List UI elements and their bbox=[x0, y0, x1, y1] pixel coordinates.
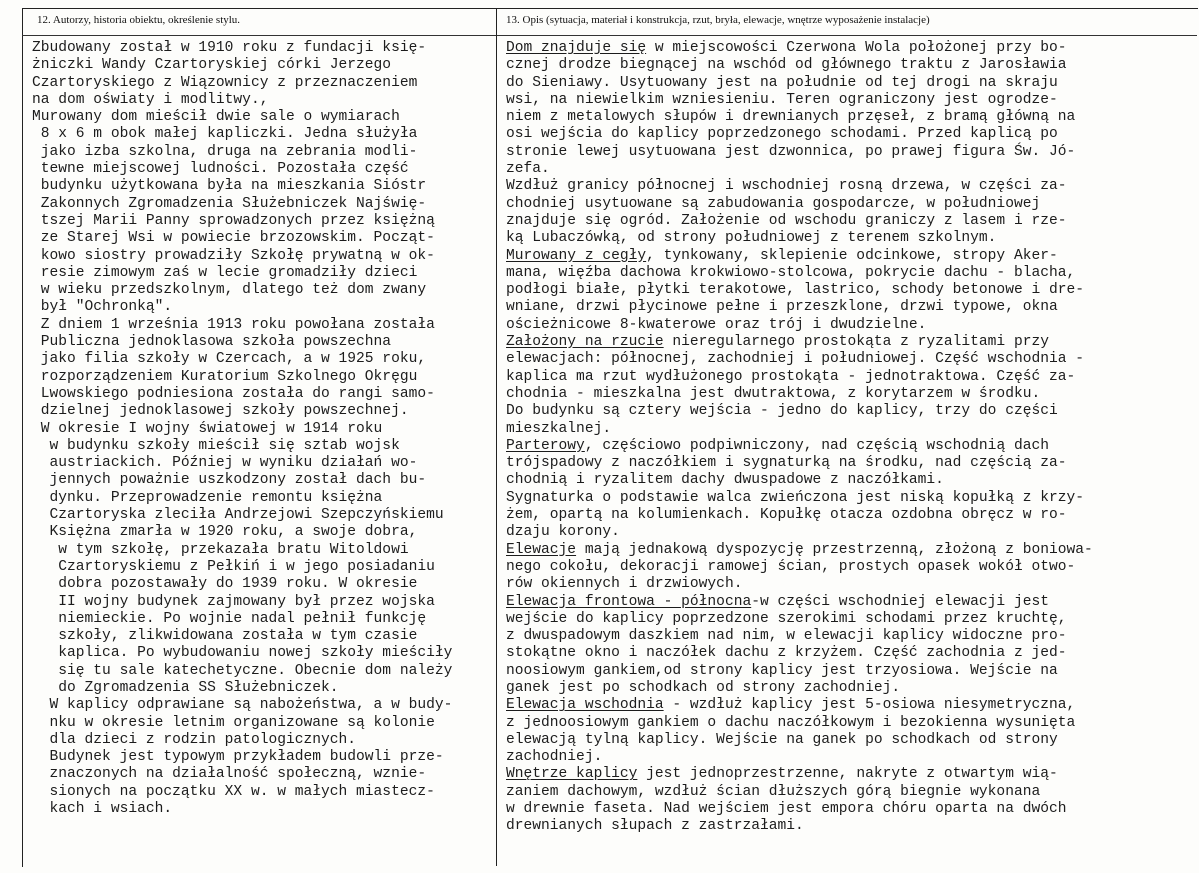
section-lead-underlined: Elewacja frontowa - północna bbox=[506, 593, 752, 610]
text-line bbox=[506, 697, 1186, 714]
line-text: Sygnaturka o podstawie walca zwieńczona jest niską kopułką z krzy- bbox=[506, 489, 1085, 506]
text-line: nku w okresie letnim organizowane są kolonie bbox=[32, 714, 435, 731]
text-line bbox=[506, 178, 1186, 195]
text-line bbox=[506, 144, 1186, 161]
text-line: Księżna zmarła w 1920 roku, a swoje dobra, bbox=[32, 524, 418, 541]
line-text: elewacjach: północnej, zachodniej i południowej. Część wschodnia - bbox=[506, 351, 1085, 368]
section-12-heading: 12. Autorzy, historia obiektu, określenie stylu. bbox=[37, 14, 241, 26]
line-text: cznej drodze biegnącej na wschód od głównego traktu z Jarosławia bbox=[506, 57, 1067, 74]
column-divider bbox=[496, 8, 497, 866]
text-line bbox=[506, 645, 1186, 662]
line-text: jest jednoprzestrzenne, nakryte z otwartym wią- bbox=[637, 766, 1058, 783]
section-lead-underlined: Dom znajduje się bbox=[506, 40, 647, 56]
text-line: budynku użytkowana była na mieszkania Sióstr bbox=[32, 178, 427, 195]
text-line: austriackich. Później w wyniku działań wo- bbox=[32, 455, 418, 472]
line-text: w drewnie faseta. Nad wejściem jest empora chóru oparta na dwóch bbox=[506, 801, 1067, 818]
text-line bbox=[506, 490, 1186, 507]
text-line: 8 x 6 m obok małej kapliczki. Jedna służyła bbox=[32, 126, 418, 143]
text-line bbox=[506, 594, 1186, 611]
line-text: mają jednakową dyspozycję przestrzenną, złożoną z boniowa- bbox=[576, 541, 1093, 558]
text-line bbox=[506, 213, 1186, 230]
section-lead-underlined: Elewacje bbox=[506, 541, 577, 558]
text-line bbox=[506, 732, 1186, 749]
text-line bbox=[506, 576, 1186, 593]
text-line: Publiczna jednoklasowa szkoła powszechna bbox=[32, 334, 392, 351]
header-separator bbox=[22, 35, 1197, 36]
text-line: Czartoryska zleciła Andrzejowi Szepczyńskiemu bbox=[32, 507, 444, 524]
text-line bbox=[506, 282, 1186, 299]
text-line: niemieckie. Po wojnie nadal pełnił funkcję bbox=[32, 610, 427, 627]
text-line bbox=[506, 663, 1186, 680]
text-line bbox=[506, 403, 1186, 420]
text-line: rozporządzeniem Kuratorium Szkolnego Okręgu bbox=[32, 368, 418, 385]
text-line: dobra pozostawały do 1939 roku. W okresie bbox=[32, 576, 418, 593]
line-text: rów okiennych i drzwiowych. bbox=[506, 576, 743, 593]
text-line: dynku. Przeprowadzenie remontu księżna bbox=[32, 489, 383, 506]
text-line bbox=[506, 818, 1186, 835]
text-line: był "Ochronką". bbox=[32, 299, 173, 316]
line-text: mana, więźba dachowa krokwiowo-stolcowa, pokrycie dachu - blacha, bbox=[506, 264, 1076, 281]
line-text: zaniem dachowym, wzdłuż ścian dłuższych górą biegnie wykonana bbox=[506, 783, 1041, 800]
text-line bbox=[506, 542, 1186, 559]
text-line bbox=[506, 455, 1186, 472]
text-line: żniczki Wandy Czartoryskiej córki Jerzego bbox=[32, 57, 392, 74]
text-line: w wieku przedszkolnym, dlatego też dom zwany bbox=[32, 282, 427, 299]
line-text: chodnią i ryzalitem dachy dwuspadowe z naczółkami. bbox=[506, 472, 944, 489]
line-text: ką Lubaczówką, od strony południowej z terenem szkolnym. bbox=[506, 230, 997, 247]
text-line: dzielnej jednoklasowej szkoły powszechnej. bbox=[32, 403, 409, 420]
text-line bbox=[506, 784, 1186, 801]
text-line: sionych na początku XX w. w małych miastecz- bbox=[32, 783, 435, 800]
history-text-column bbox=[32, 40, 492, 818]
text-line: tszej Marii Panny sprowadzonych przez księżną bbox=[32, 212, 435, 229]
text-line bbox=[506, 57, 1186, 74]
line-text: ganek jest po schodkach od strony zachodniej. bbox=[506, 679, 901, 696]
text-line bbox=[506, 299, 1186, 316]
text-line: znaczonych na działalność społeczną, wznie- bbox=[32, 766, 427, 783]
line-text: kaplica ma rzut wydłużonego prostokąta - jednotraktowa. Część za- bbox=[506, 368, 1076, 385]
text-line bbox=[506, 92, 1186, 109]
line-text: stronie lewej usytuowana jest dzwonnica, po prawej figura Św. Jó- bbox=[506, 143, 1076, 160]
text-line bbox=[506, 248, 1186, 265]
text-line: ze Starej Wsi w powiecie brzozowskim. Począt- bbox=[32, 230, 435, 247]
line-text: nego cokołu, dekoracji ramowej ścian, prostych opasek wokół otwo- bbox=[506, 558, 1076, 575]
text-line bbox=[506, 109, 1186, 126]
section-lead-underlined: Elewacja wschodnia bbox=[506, 697, 664, 714]
text-line bbox=[506, 75, 1186, 92]
section-lead-underlined: Murowany z cegły bbox=[506, 247, 647, 264]
text-line bbox=[506, 265, 1186, 282]
line-text: żem, opartą na kolumienkach. Kopułkę otacza ozdobna obręcz w ro- bbox=[506, 507, 1067, 524]
line-text: wniane, drzwi płycinowe pełne i przeszklone, drzwi typowe, okna bbox=[506, 299, 1058, 316]
text-line: do Zgromadzenia SS Służebniczek. bbox=[32, 679, 339, 696]
line-text: osi wejścia do kaplicy poprzedzonego schodami. Przed kaplicą po bbox=[506, 126, 1058, 143]
text-line: Czartoryskiego z Wiązownicy z przeznaczeniem bbox=[32, 74, 418, 91]
text-line bbox=[506, 386, 1186, 403]
line-text: drewnianych słupach z zastrzałami. bbox=[506, 818, 804, 835]
text-line: na dom oświaty i modlitwy., bbox=[32, 91, 269, 108]
text-line bbox=[506, 438, 1186, 455]
section-lead-underlined: Założony na rzucie bbox=[506, 334, 664, 351]
line-text: dzaju korony. bbox=[506, 524, 620, 541]
text-line bbox=[506, 766, 1186, 783]
line-text: z dwuspadowym daszkiem nad nim, w elewacji kaplicy widoczne pro- bbox=[506, 628, 1067, 645]
text-line: w tym szkołę, przekazała bratu Witoldowi bbox=[32, 541, 409, 558]
line-text: , częściowo podpiwniczony, nad częścią wschodnią dach bbox=[584, 437, 1049, 454]
text-line: kowo siostry prowadziły Szkołę prywatną w ok- bbox=[32, 247, 435, 264]
text-line bbox=[506, 559, 1186, 576]
line-text: noosiowym gankiem,od strony kaplicy jest trzyosiowa. Wejście na bbox=[506, 662, 1058, 679]
text-line bbox=[506, 369, 1186, 386]
line-text: mieszkalnej. bbox=[506, 420, 612, 437]
text-line: Zakonnych Zgromadzenia Służebniczek Najświę- bbox=[32, 195, 427, 212]
line-text: wsi, na niewielkim wzniesieniu. Teren ograniczony jest ogrodze- bbox=[506, 91, 1058, 108]
line-text: elewacją tylną kaplicy. Wejście na ganek po schodkach od strony bbox=[506, 731, 1058, 748]
line-text: Do budynku są cztery wejścia - jedno do kaplicy, trzy do części bbox=[506, 403, 1058, 420]
text-line bbox=[506, 524, 1186, 541]
line-text: podłogi białe, płytki terakotowe, lastrico, schody betonowe i dre- bbox=[506, 282, 1085, 299]
text-line: Czartoryskiemu z Pełkiń i w jego posiadaniu bbox=[32, 558, 435, 575]
line-text: chodnia - mieszkalna jest dwutraktowa, z korytarzem w środku. bbox=[506, 385, 1041, 402]
text-line: Z dniem 1 września 1913 roku powołana została bbox=[32, 316, 435, 333]
section-lead-underlined: Parterowy bbox=[506, 437, 585, 454]
text-line bbox=[506, 611, 1186, 628]
line-text: -w części wschodniej elewacji jest bbox=[751, 593, 1049, 610]
line-text: zachodniej. bbox=[506, 749, 603, 766]
text-line: w budynku szkoły mieścił się sztab wojsk bbox=[32, 437, 400, 454]
line-text: wejście do kaplicy poprzedzone szerokimi schodami przez kruchtę, bbox=[506, 610, 1067, 627]
text-line: szkoły, zlikwidowana została w tym czasie bbox=[32, 628, 418, 645]
text-line bbox=[506, 196, 1186, 213]
text-line: dla dzieci z rodzin patologicznych. bbox=[32, 731, 357, 748]
text-line bbox=[506, 749, 1186, 766]
line-text: , tynkowany, sklepienie odcinkowe, stropy Aker- bbox=[646, 247, 1058, 264]
line-text: trójspadowy z naczółkiem i sygnaturką na środku, nad częścią za- bbox=[506, 455, 1067, 472]
text-line: jako filia szkoły w Czercach, a w 1925 roku, bbox=[32, 351, 427, 368]
line-text: nieregularnego prostokąta z ryzalitami przy bbox=[663, 334, 1049, 351]
text-line bbox=[506, 317, 1186, 334]
line-text: w miejscowości Czerwona Wola położonej przy bo- bbox=[646, 40, 1067, 56]
line-text: niem z metalowych słupów i drewnianych przęseł, z bramą główną na bbox=[506, 109, 1076, 126]
text-line: Murowany dom mieścił dwie sale o wymiarach bbox=[32, 109, 400, 126]
text-line: resie zimowym zaś w lecie gromadziły dzieci bbox=[32, 264, 418, 281]
line-text: Wzdłuż granicy północnej i wschodniej rosną drzewa, w części za- bbox=[506, 178, 1067, 195]
line-text: ościeżnicowe 8-kwaterowe oraz trój i dwudzielne. bbox=[506, 316, 927, 333]
text-line bbox=[506, 801, 1186, 818]
description-text-column bbox=[506, 40, 1186, 836]
section-lead-underlined: Wnętrze kaplicy bbox=[506, 766, 638, 783]
line-text: chodniej usytuowane są zabudowania gospodarcze, w południowej bbox=[506, 195, 1041, 212]
text-line bbox=[506, 161, 1186, 178]
text-line bbox=[506, 421, 1186, 438]
text-line bbox=[506, 715, 1186, 732]
text-line bbox=[506, 126, 1186, 143]
text-line: Budynek jest typowym przykładem budowli prze- bbox=[32, 749, 444, 766]
text-line: Lwowskiego podniesiona została do rangi samo- bbox=[32, 385, 435, 402]
text-line: jako izba szkolna, druga na zebrania modli- bbox=[32, 143, 418, 160]
text-line bbox=[506, 40, 1186, 57]
text-line: W kaplicy odprawiane są nabożeństwa, a w budy- bbox=[32, 697, 453, 714]
text-line: jennych poważnie uszkodzony został dach bu- bbox=[32, 472, 427, 489]
text-line bbox=[506, 334, 1186, 351]
text-line bbox=[506, 472, 1186, 489]
line-text: do Sieniawy. Usytuowany jest na południe od tej drogi na skraju bbox=[506, 74, 1058, 91]
line-text: z jednoosiowym gankiem o dachu naczółkowym i bezokienna wysunięta bbox=[506, 714, 1076, 731]
text-line: kaplica. Po wybudowaniu nowej szkoły mieściły bbox=[32, 645, 453, 662]
section-13-heading: 13. Opis (sytuacja, materiał i konstrukcja, rzut, bryła, elewacje, wnętrze wyposażenie instalacje) bbox=[506, 14, 930, 26]
text-line: się tu sale katechetyczne. Obecnie dom należy bbox=[32, 662, 453, 679]
text-line: kach i wsiach. bbox=[32, 801, 173, 818]
line-text: zefa. bbox=[506, 161, 550, 178]
line-text: stokątne okno i naczółek dachu z krzyżem. Część zachodnia z jed- bbox=[506, 645, 1067, 662]
line-text: - wzdłuż kaplicy jest 5-osiowa niesymetryczna, bbox=[663, 697, 1076, 714]
text-line bbox=[506, 628, 1186, 645]
text-line: W okresie I wojny światowej w 1914 roku bbox=[32, 420, 383, 437]
text-line bbox=[506, 230, 1186, 247]
text-line bbox=[506, 351, 1186, 368]
text-line: Zbudowany został w 1910 roku z fundacji księ- bbox=[32, 40, 427, 56]
text-line: II wojny budynek zajmowany był przez wojska bbox=[32, 593, 435, 610]
line-text: znajduje się ogród. Założenie od wschodu graniczy z lasem i rze- bbox=[506, 212, 1067, 229]
text-line bbox=[506, 507, 1186, 524]
text-line: tewne miejscowej ludności. Pozostała część bbox=[32, 161, 409, 178]
text-line bbox=[506, 680, 1186, 697]
